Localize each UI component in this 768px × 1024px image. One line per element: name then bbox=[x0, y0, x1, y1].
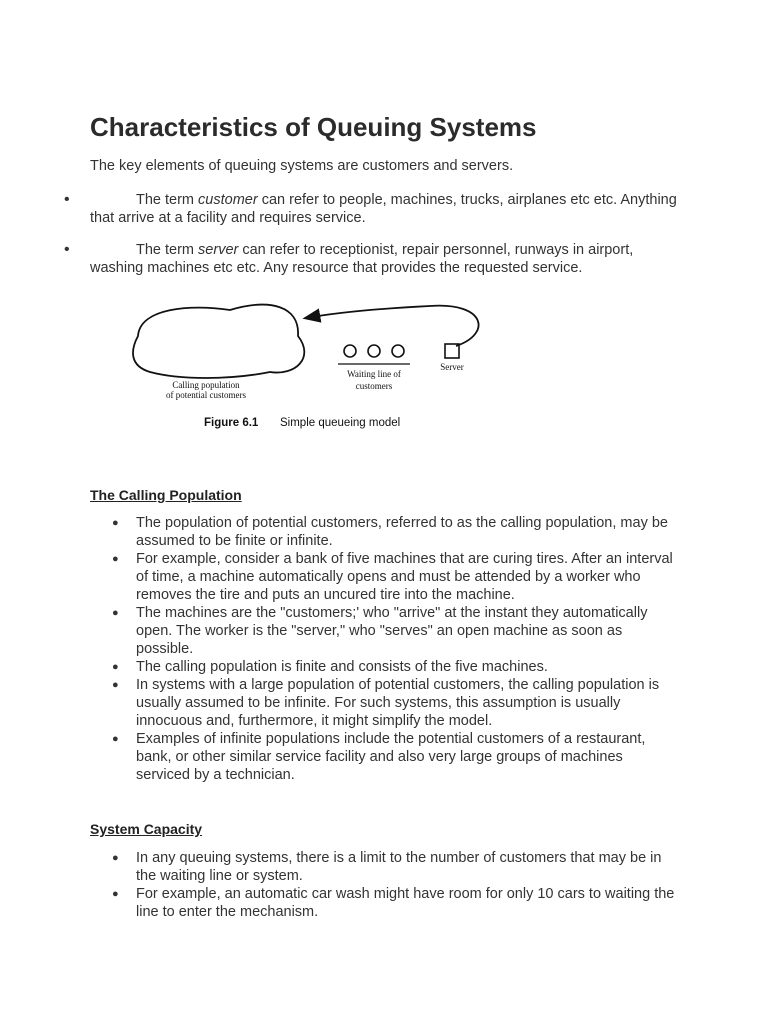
waiting-line-label-1: Waiting line of bbox=[347, 369, 401, 379]
section-heading-system-capacity: System Capacity bbox=[90, 821, 203, 837]
waiting-line-label-2: customers bbox=[355, 381, 393, 391]
calling-population-label-2: of potential customers bbox=[166, 390, 246, 400]
list-item: ● Examples of infinite populations include the potential customers of a restaurant, bank, or other similar service facility and also very large groups of machines serviced by a technician. bbox=[112, 731, 646, 783]
intro-paragraph: The key elements of queuing systems are customers and servers. bbox=[90, 158, 514, 174]
customer-circle bbox=[392, 345, 404, 357]
list-item: ● The calling population is finite and consists of the five machines. bbox=[112, 659, 548, 675]
list-item: ● For example, an automatic car wash might have room for only 10 cars to waiting the line to enter the mechanism. bbox=[112, 886, 675, 920]
bullet-dot: • bbox=[64, 191, 70, 208]
figure-caption-number: Figure 6.1 bbox=[204, 417, 259, 429]
bullet-dot: • bbox=[64, 241, 70, 258]
term-server: server bbox=[198, 242, 239, 258]
bullet-server-text: The term server can refer to receptionist, repair personnel, runways in airport, washing machines etc etc. Any resource that provides the requested service. bbox=[90, 242, 634, 276]
customer-circle bbox=[368, 345, 380, 357]
list-item: ● In systems with a large population of potential customers, the calling population is usually assumed to be infinite. For such systems, this assumption is usually innocuous and, furthermore, it might simplify the model. bbox=[112, 677, 660, 729]
figure-caption-text: Simple queueing model bbox=[280, 417, 401, 429]
section-heading-calling-population: The Calling Population bbox=[90, 487, 242, 503]
list-item: ● The population of potential customers, referred to as the calling population, may be assumed to be finite or infinite. bbox=[112, 515, 668, 549]
system-capacity-list bbox=[90, 849, 680, 921]
list-item: ● For example, consider a bank of five machines that are curing tires. After an interval of time, a machine automatically opens and must be attended by a worker who removes the tire and puts an uncured tire into the machine. bbox=[112, 551, 673, 603]
return-arrow bbox=[306, 306, 479, 346]
server-label: Server bbox=[440, 362, 464, 372]
calling-population-list bbox=[90, 514, 680, 784]
bullet-customer-text: The term customer can refer to people, machines, trucks, airplanes etc etc. Anything that arrive at a facility and requires service. bbox=[90, 192, 677, 226]
page-title: Characteristics of Queuing Systems bbox=[90, 112, 537, 142]
queueing-model-figure bbox=[120, 296, 500, 436]
term-customer: customer bbox=[198, 192, 258, 208]
bullet-server bbox=[64, 241, 684, 277]
calling-population-label-1: Calling population bbox=[172, 380, 240, 390]
bullet-customer bbox=[64, 191, 684, 227]
calling-population-cloud bbox=[133, 305, 304, 378]
list-item: ● In any queuing systems, there is a limit to the number of customers that may be in the waiting line or system. bbox=[112, 850, 662, 884]
customer-circle bbox=[344, 345, 356, 357]
list-item: ● The machines are the "customers;' who "arrive" at the instant they automatically open. The worker is the "server," who "serves" an open machine as soon as possible. bbox=[112, 605, 648, 657]
